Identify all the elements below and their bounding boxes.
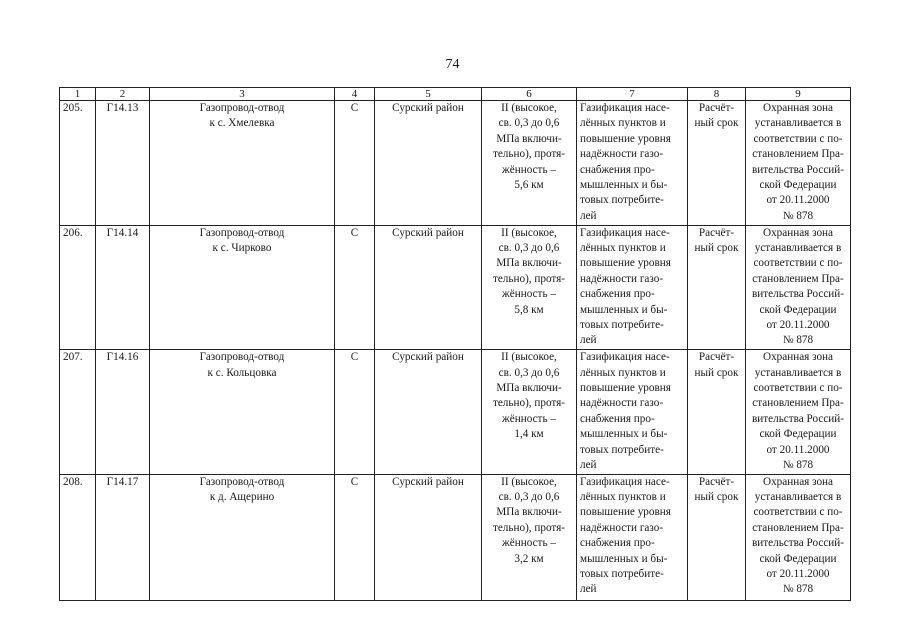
cell-line: устанавливается в <box>754 117 842 130</box>
cell-line: Охранная зона <box>762 351 833 364</box>
column-header: 2 <box>96 88 150 101</box>
cell-line: № 878 <box>782 334 814 347</box>
cell-line: № 878 <box>782 209 814 222</box>
cell-line: Газопровод-отвод <box>199 351 285 364</box>
cell-line: МПа включи- <box>496 132 562 145</box>
row-number-cell: 207. <box>60 350 96 475</box>
cell-line: становлением Пра- <box>752 148 844 161</box>
cell-line: лей <box>580 458 597 471</box>
column-header: 8 <box>688 88 746 101</box>
cell-line: Расчёт- <box>698 475 735 488</box>
cell-line: МПа включи- <box>496 257 562 270</box>
cell-line: Газопровод-отвод <box>199 475 285 488</box>
cell-line: ный срок <box>694 491 739 504</box>
object-type-cell: С <box>335 350 375 475</box>
cell-line: снабжения про- <box>580 288 655 301</box>
cell-line: ской Федерации <box>759 428 837 441</box>
cell-line: Газопровод-отвод <box>199 102 285 114</box>
district-cell: Сурский район <box>375 225 482 350</box>
cell-line: снабжения про- <box>580 537 655 550</box>
cell-line: лённых пунктов и <box>580 366 666 379</box>
cell-line: жённость – <box>502 163 556 176</box>
cell-line: товых потребите- <box>580 443 664 456</box>
parameters-cell <box>482 225 577 350</box>
cell-line: снабжения про- <box>580 163 655 176</box>
column-header: 4 <box>335 88 375 101</box>
cell-line: МПа включи- <box>496 506 562 519</box>
cell-line: ской Федерации <box>759 303 837 316</box>
cell-line: от 20.11.2000 <box>766 568 830 581</box>
cell-line: 5,6 км <box>514 179 544 192</box>
term-cell <box>688 101 746 226</box>
row-number-cell: 206. <box>60 225 96 350</box>
row-number-cell: 205. <box>60 101 96 226</box>
purpose-cell <box>577 225 688 350</box>
district-cell: Сурский район <box>375 350 482 475</box>
cell-line: мышленных и бы- <box>580 552 668 565</box>
cell-line: Газификация насе- <box>580 475 670 488</box>
cell-line: товых потребите- <box>580 568 664 581</box>
cell-line: Газификация насе- <box>580 102 670 114</box>
cell-line: устанавливается в <box>754 491 842 504</box>
cell-line: II (высокое, <box>501 226 557 239</box>
object-type-cell: С <box>335 474 375 600</box>
cell-line: соответствии с по- <box>753 381 843 394</box>
object-code-cell: Г14.16 <box>96 350 150 475</box>
cell-line: надёжности газо- <box>580 397 664 410</box>
cell-line: Газификация насе- <box>580 226 670 239</box>
table-row <box>60 350 851 475</box>
cell-line: лей <box>580 209 597 222</box>
cell-line: вительства Россий- <box>751 288 844 301</box>
cell-line: жённость – <box>502 288 556 301</box>
column-header: 1 <box>60 88 96 101</box>
cell-line: мышленных и бы- <box>580 303 668 316</box>
cell-line: II (высокое, <box>501 102 557 114</box>
row-number-cell: 208. <box>60 474 96 600</box>
column-header: 7 <box>577 88 688 101</box>
cell-line: жённость – <box>502 412 556 425</box>
cell-line: св. 0,3 до 0,6 <box>498 117 560 130</box>
cell-line: соответствии с по- <box>753 506 843 519</box>
cell-line: к с. Кольцовка <box>207 366 277 379</box>
cell-line: Охранная зона <box>762 226 833 239</box>
parameters-cell <box>482 350 577 475</box>
cell-line: повышение уровня <box>580 257 671 270</box>
object-name-cell <box>150 474 335 600</box>
cell-line: мышленных и бы- <box>580 428 668 441</box>
purpose-cell <box>577 101 688 226</box>
cell-line: снабжения про- <box>580 412 655 425</box>
cell-line: II (высокое, <box>501 351 557 364</box>
cell-line: надёжности газо- <box>580 521 664 534</box>
object-type-cell: С <box>335 101 375 226</box>
cell-line: мышленных и бы- <box>580 179 668 192</box>
district-cell: Сурский район <box>375 474 482 600</box>
term-cell <box>688 225 746 350</box>
page-number: 74 <box>445 57 460 72</box>
cell-line: тельно), протя- <box>492 272 566 285</box>
cell-line: товых потребите- <box>580 318 664 331</box>
cell-line: вительства Россий- <box>751 163 844 176</box>
object-code-cell: Г14.14 <box>96 225 150 350</box>
cell-line: св. 0,3 до 0,6 <box>498 241 560 254</box>
column-header: 3 <box>150 88 335 101</box>
cell-line: тельно), протя- <box>492 521 566 534</box>
cell-line: повышение уровня <box>580 506 671 519</box>
cell-line: II (высокое, <box>501 475 557 488</box>
zone-cell <box>746 225 851 350</box>
table-row <box>60 474 851 600</box>
cell-line: № 878 <box>782 458 814 471</box>
cell-line: св. 0,3 до 0,6 <box>498 366 560 379</box>
purpose-cell <box>577 350 688 475</box>
zone-cell <box>746 474 851 600</box>
cell-line: повышение уровня <box>580 132 671 145</box>
cell-line: от 20.11.2000 <box>766 318 830 331</box>
object-name-cell <box>150 101 335 226</box>
cell-line: лённых пунктов и <box>580 491 666 504</box>
cell-line: № 878 <box>782 583 814 596</box>
cell-line: лей <box>580 583 597 596</box>
cell-line: надёжности газо- <box>580 272 664 285</box>
cell-line: ской Федерации <box>759 179 837 192</box>
cell-line: ный срок <box>694 366 739 379</box>
cell-line: МПа включи- <box>496 381 562 394</box>
term-cell <box>688 350 746 475</box>
purpose-cell <box>577 474 688 600</box>
table-row <box>60 101 851 226</box>
cell-line: лённых пунктов и <box>580 241 666 254</box>
register-table <box>59 87 851 601</box>
cell-line: Расчёт- <box>698 226 735 239</box>
cell-line: вительства Россий- <box>751 412 844 425</box>
cell-line: от 20.11.2000 <box>766 194 830 207</box>
zone-cell <box>746 101 851 226</box>
cell-line: устанавливается в <box>754 241 842 254</box>
cell-line: к с. Хмелевка <box>209 117 275 130</box>
column-header: 9 <box>746 88 851 101</box>
cell-line: Охранная зона <box>762 102 833 114</box>
cell-line: надёжности газо- <box>580 148 664 161</box>
object-code-cell: Г14.17 <box>96 474 150 600</box>
cell-line: становлением Пра- <box>752 397 844 410</box>
cell-line: 3,2 км <box>514 552 544 565</box>
cell-line: тельно), протя- <box>492 148 566 161</box>
column-number-row <box>60 88 851 101</box>
parameters-cell <box>482 101 577 226</box>
cell-line: становлением Пра- <box>752 272 844 285</box>
cell-line: лей <box>580 334 597 347</box>
cell-line: к д. Ащерино <box>209 491 275 504</box>
cell-line: Расчёт- <box>698 351 735 364</box>
cell-line: Расчёт- <box>698 102 735 114</box>
cell-line: к с. Чирково <box>212 241 272 254</box>
object-name-cell <box>150 225 335 350</box>
cell-line: Охранная зона <box>762 475 833 488</box>
cell-line: вительства Россий- <box>751 537 844 550</box>
table-row <box>60 225 851 350</box>
term-cell <box>688 474 746 600</box>
object-name-cell <box>150 350 335 475</box>
object-type-cell: С <box>335 225 375 350</box>
cell-line: 1,4 км <box>514 428 544 441</box>
cell-line: товых потребите- <box>580 194 664 207</box>
cell-line: устанавливается в <box>754 366 842 379</box>
cell-line: повышение уровня <box>580 381 671 394</box>
column-header: 5 <box>375 88 482 101</box>
district-cell: Сурский район <box>375 101 482 226</box>
cell-line: соответствии с по- <box>753 257 843 270</box>
cell-line: тельно), протя- <box>492 397 566 410</box>
cell-line: ской Федерации <box>759 552 837 565</box>
cell-line: лённых пунктов и <box>580 117 666 130</box>
object-code-cell: Г14.13 <box>96 101 150 226</box>
cell-line: ный срок <box>694 117 739 130</box>
column-header: 6 <box>482 88 577 101</box>
cell-line: Газопровод-отвод <box>199 226 285 239</box>
cell-line: 5,8 км <box>514 303 544 316</box>
cell-line: от 20.11.2000 <box>766 443 830 456</box>
cell-line: соответствии с по- <box>753 132 843 145</box>
zone-cell <box>746 350 851 475</box>
cell-line: жённость – <box>502 537 556 550</box>
cell-line: ный срок <box>694 241 739 254</box>
cell-line: Газификация насе- <box>580 351 670 364</box>
cell-line: становлением Пра- <box>752 521 844 534</box>
parameters-cell <box>482 474 577 600</box>
cell-line: св. 0,3 до 0,6 <box>498 491 560 504</box>
